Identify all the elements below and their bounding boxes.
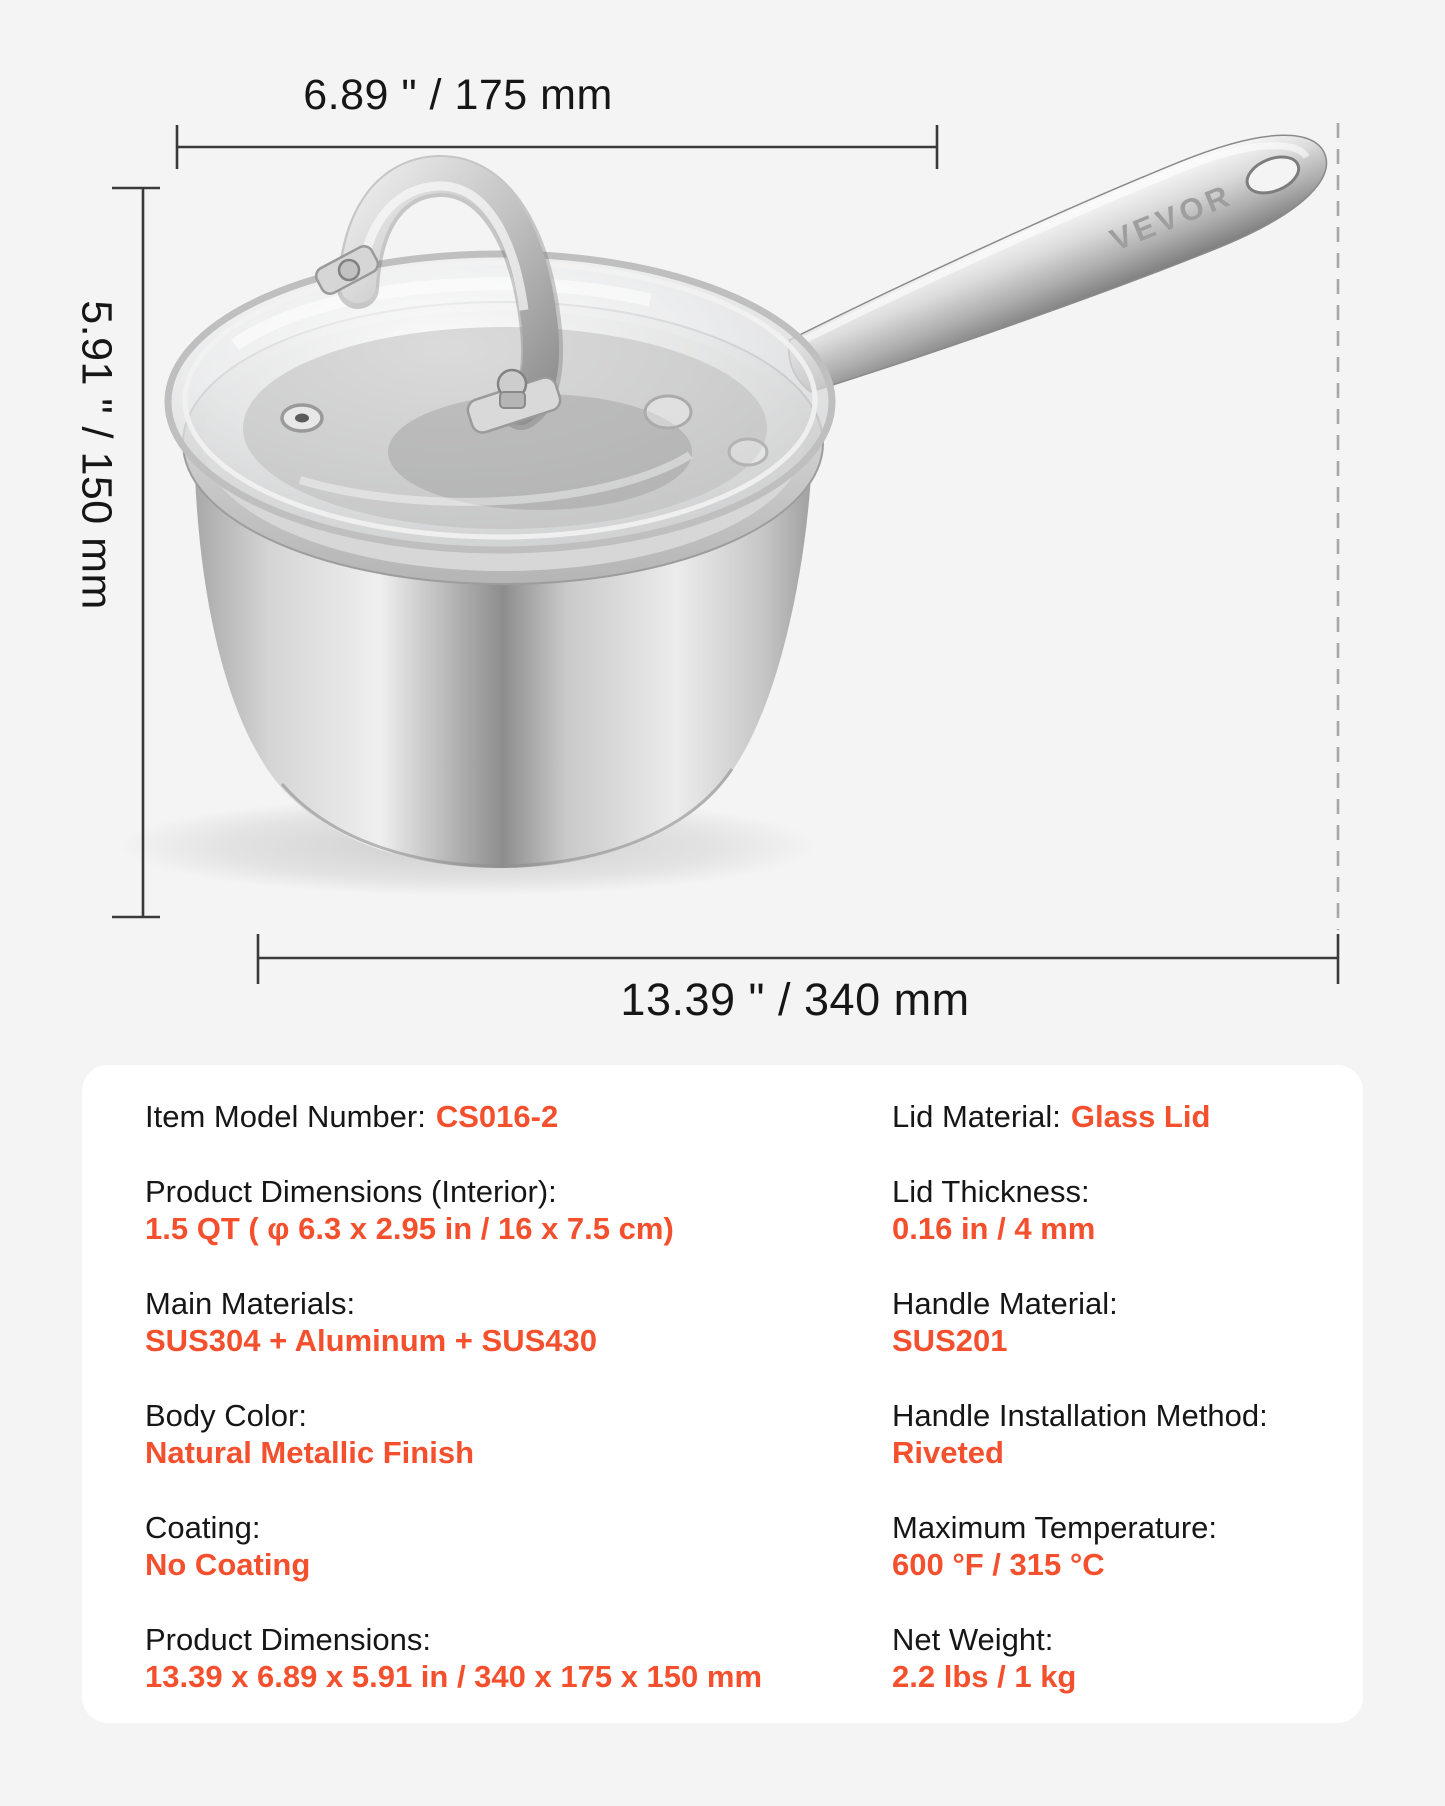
spec-value: CS016-2 [435,1099,559,1134]
spec-value: 600 °F / 315 °C [892,1547,1105,1582]
steam-vent-hole [295,414,309,423]
spec-value: SUS201 [892,1323,1008,1358]
spec-item-model-number [145,1098,825,1135]
side-handle [775,110,1342,412]
spec-value: SUS304 + Aluminum + SUS430 [145,1323,597,1358]
spec-label: Maximum Temperature: [892,1510,1218,1545]
rivet-reflection-2 [729,439,767,465]
top-width-label: 6.89 " / 175 mm [303,71,613,119]
spec-item-net-weight [892,1621,1362,1695]
spec-item-lid-thickness [892,1173,1362,1247]
spec-value: Glass Lid [1070,1099,1211,1134]
spec-item-max-temperature [892,1509,1362,1583]
spec-label: Lid Material: [892,1099,1061,1134]
spec-item-handle-installation [892,1397,1362,1471]
rivet-reflection-1 [645,396,691,428]
dimension-line-top-width [177,125,937,169]
spec-value: Riveted [892,1435,1004,1470]
spec-value: 1.5 QT ( φ 6.3 x 2.95 in / 16 x 7.5 cm) [145,1211,674,1246]
spec-item-product-dimensions [145,1621,825,1695]
brand-logo: VEVOR [1105,177,1238,258]
spec-item-lid-material [892,1098,1362,1135]
spec-value: Natural Metallic Finish [145,1435,475,1470]
spec-item-main-materials [145,1285,825,1359]
spec-label: Product Dimensions (Interior): [145,1174,557,1209]
spec-label: Main Materials: [145,1286,356,1321]
spec-label: Item Model Number: [145,1099,426,1134]
spec-value: 0.16 in / 4 mm [892,1211,1096,1246]
spec-label: Handle Material: [892,1286,1118,1321]
spec-label: Net Weight: [892,1622,1054,1657]
spec-column-right [892,1098,1362,1733]
total-length-label: 13.39 " / 340 mm [620,974,970,1025]
spec-label: Lid Thickness: [892,1174,1090,1209]
spec-value: 2.2 lbs / 1 kg [892,1659,1077,1694]
spec-item-body-color [145,1397,825,1471]
spec-item-coating [145,1509,825,1583]
spec-value: 13.39 x 6.89 x 5.91 in / 340 x 175 x 150 mm [145,1659,763,1694]
spec-label: Handle Installation Method: [892,1398,1268,1433]
spec-item-interior-dimensions [145,1173,825,1247]
spec-item-handle-material [892,1285,1362,1359]
height-label: 5.91 " / 150 mm [72,300,121,610]
spec-label: Product Dimensions: [145,1622,432,1657]
spec-value: No Coating [145,1547,311,1582]
spec-label: Coating: [145,1510,261,1545]
lid-handle-rivet-left [339,260,359,280]
spec-column-left [145,1098,825,1733]
spec-label: Body Color: [145,1398,307,1433]
